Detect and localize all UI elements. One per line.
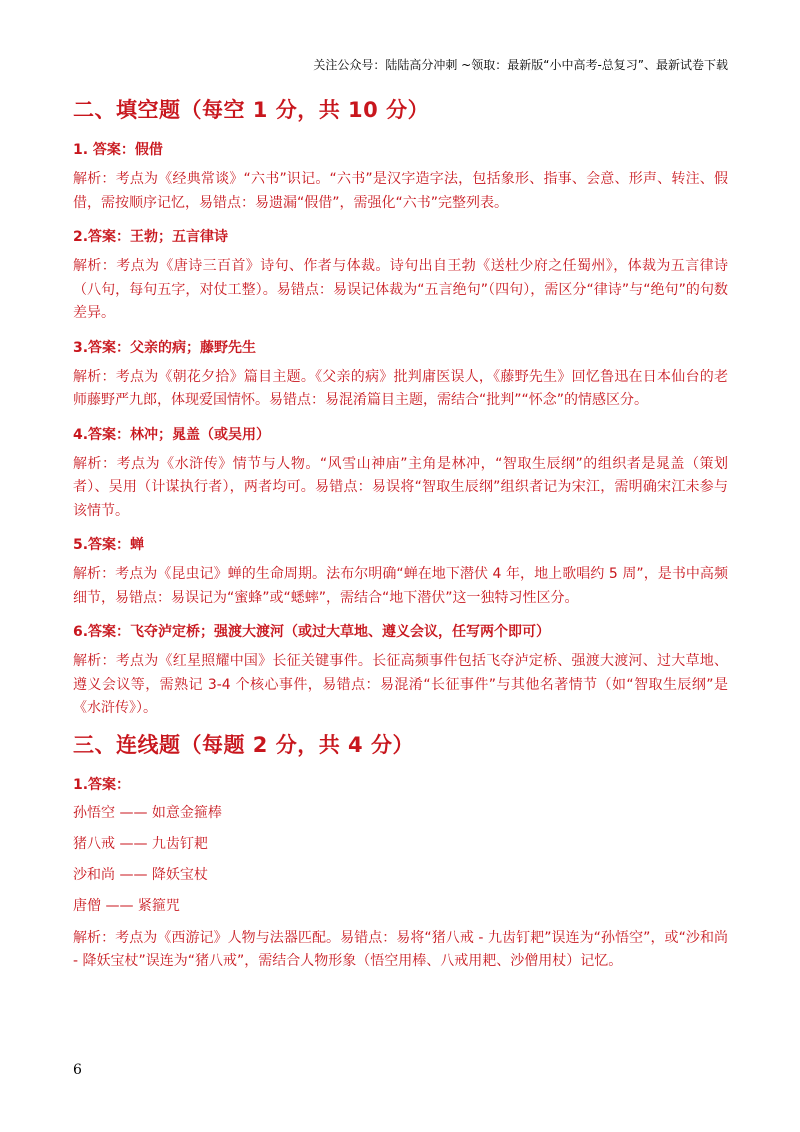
answer-text: 1. 答案：假借 [73, 142, 163, 158]
section-3-title: 三、连线题（每题 2 分，共 4 分） [73, 732, 414, 757]
explanation-text: 解析：考点为《水浒传》情节与人物。“风雪山神庙”主角是林冲，“智取生辰纲”的组织者是晁盖（策划者）、吴用（计谋执行者），两者均可。易错点：易误将“智取生辰纲”组织者记为宋江，需明确宋江未参与该情节。 [73, 455, 728, 519]
page-content [73, 92, 728, 980]
question-item [73, 140, 728, 215]
answer-text: 6.答案：飞夺泸定桥；强渡大渡河（或过大草地、遵义会议，任写两个即可） [73, 624, 551, 640]
match-line: 猪八戒 —— 九齿钉耙 [73, 835, 208, 852]
question-item [73, 535, 728, 610]
explanation-text: 解析：考点为《西游记》人物与法器匹配。易错点：易将“猪八戒 - 九齿钉耙”误连为“孙悟空”，或“沙和尚 - 降妖宝杖”误连为“猪八戒”，需结合人物形象（悟空用棒、八戒用耙、沙僧用杖）记忆。 [73, 929, 728, 969]
explanation-text: 解析：考点为《昆虫记》蝉的生命周期。法布尔明确“蝉在地下潜伏 4 年，地上歌唱约 5 周”，是书中高频细节，易错点：易误记为“蜜蜂”或“蟋蟀”，需结合“地下潜伏”这一独特习性区分。 [73, 566, 728, 606]
explanation-text: 解析：考点为《朝花夕拾》篇目主题。《父亲的病》批判庸医误人，《藤野先生》回忆鲁迅在日本仙台的老师藤野严九郎，体现爱国情怀。易错点：易混淆篇目主题，需结合“批判”“怀念”的情感区分。 [73, 368, 728, 408]
explanation-text: 解析：考点为《红星照耀中国》长征关键事件。长征高频事件包括飞夺泸定桥、强渡大渡河、过大草地、遵义会议等，需熟记 3-4 个核心事件，易错点：易混淆“长征事件”与其他名著情节（如“智取生辰纲”是《水浒传》）。 [73, 653, 728, 716]
explanation-text: 解析：考点为《经典常谈》“六书”识记。“六书”是汉字造字法，包括象形、指事、会意、形声、转注、假借，需按顺序记忆，易错点：易遗漏“假借”，需强化“六书”完整列表。 [73, 171, 728, 211]
match-line: 沙和尚 —— 降妖宝杖 [73, 866, 208, 883]
page-number: 6 [73, 1062, 82, 1078]
question-item [73, 227, 728, 326]
page-header: 关注公众号：陆陆高分冲刺 ~领取：最新版“小中高考-总复习”、最新试卷下载 [313, 58, 728, 72]
answer-text: 2.答案：王勃；五言律诗 [73, 229, 229, 245]
section-2-title: 二、填空题（每空 1 分，共 10 分） [73, 98, 430, 122]
match-line: 孙悟空 —— 如意金箍棒 [73, 804, 222, 821]
answer-text: 5.答案：蝉 [73, 537, 145, 553]
question-item [73, 338, 728, 413]
question-item [73, 622, 728, 721]
match-line: 唐僧 —— 紧箍咒 [73, 897, 180, 914]
explanation-text: 解析：考点为《唐诗三百首》诗句、作者与体裁。诗句出自王勃《送杜少府之任蜀州》，体裁为五言律诗（八句，每句五字，对仗工整）。易错点：易误记体裁为“五言绝句”（四句），需区分“律诗”与“绝句”的句数差异。 [73, 258, 728, 321]
answer-text: 3.答案：父亲的病；藤野先生 [73, 339, 257, 356]
answer-text: 4.答案：林冲；晁盖（或吴用） [73, 426, 271, 443]
question-item [73, 425, 728, 524]
answer-text: 1.答案： [73, 776, 131, 793]
